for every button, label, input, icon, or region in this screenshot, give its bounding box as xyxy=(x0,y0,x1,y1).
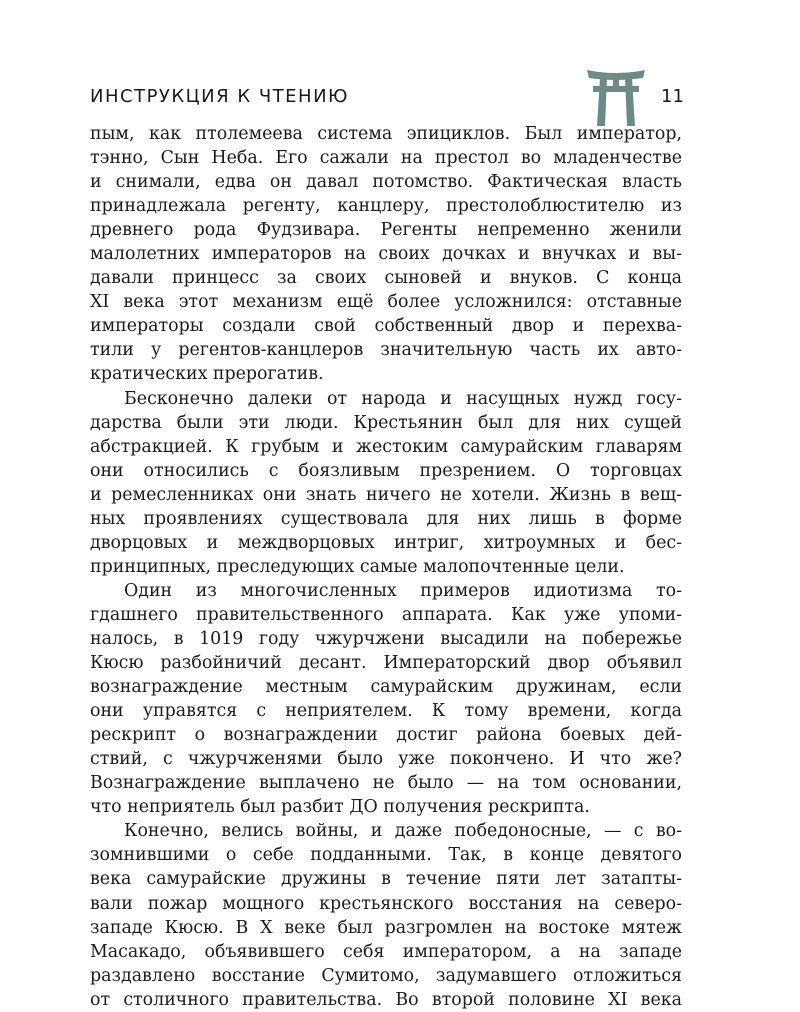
text-line: и снимали, едва он давал потомство. Фактическая власть xyxy=(90,172,682,193)
text-line: западе Кюсю. В X веке был разгромлен на востоке мятеж xyxy=(90,917,682,938)
text-line: рескрипт о вознаграждении достиг района боевых дей- xyxy=(90,725,682,746)
page-number: 11 xyxy=(661,86,684,107)
text-line: древнего рода Фудзивара. Регенты непременно женили xyxy=(90,220,682,241)
text-line: малолетних императоров на своих дочках и внучках и вы- xyxy=(90,244,682,265)
text-line: вали пожар мощного крестьянского восстания на северо- xyxy=(90,893,682,914)
text-line: от столичного правительства. Во второй половине XI века xyxy=(90,989,682,1010)
text-line: кратических прерогатив. xyxy=(90,364,324,385)
text-line: тэнно, Сын Неба. Его сажали на престол во младенчестве xyxy=(90,148,682,169)
text-line: дарства были эти люди. Крестьянин был для них сущей xyxy=(90,412,682,433)
text-line: давали принцесс за своих сыновей и внуков. С конца xyxy=(90,268,682,289)
text-line: императоры создали свой собственный двор и перехва- xyxy=(90,316,682,337)
text-line: XI века этот механизм ещё более усложнился: отставные xyxy=(90,292,682,313)
text-line: принадлежала регенту, канцлеру, престолоблюстителю из xyxy=(90,196,682,217)
text-line: они управятся с неприятелем. К тому времени, когда xyxy=(90,701,682,722)
text-line: абстракцией. К грубым и жестоким самурайским главарям xyxy=(90,436,682,457)
torii-right-pillar xyxy=(625,78,635,126)
text-line: Кюсю разбойничий десант. Императорский двор объявил xyxy=(90,653,682,674)
torii-gate-icon xyxy=(585,66,647,126)
text-line: Бесконечно далеки от народа и насущных нужд госу- xyxy=(124,388,682,409)
text-line: и ремесленниках они знать ничего не хотели. Жизнь в вещ- xyxy=(90,484,682,505)
text-line: Масакадо, объявившего себя императором, а на западе xyxy=(90,941,682,962)
text-line: ных проявлениях существовала для них лишь в форме xyxy=(90,508,682,529)
text-line: принципных, преследующих самые малопочтенные цели. xyxy=(90,556,625,577)
text-line: налось, в 1019 году чжурчжени высадили на побережье xyxy=(90,628,682,649)
text-line: зомнившими о себе подданными. Так, в конце девятого xyxy=(90,845,682,866)
running-title: ИНСТРУКЦИЯ К ЧТЕНИЮ xyxy=(90,86,349,107)
text-line: Конечно, велись войны, и даже победоносные, — с во- xyxy=(124,821,682,842)
text-line: дворцовых и междворцовых интриг, хитроумных и бес- xyxy=(90,532,682,553)
text-line: пым, как птолемеева система эпициклов. Был император, xyxy=(90,124,682,144)
text-line: тили у регентов-канцлеров значительную часть их авто- xyxy=(90,340,682,361)
torii-left-pillar xyxy=(597,78,607,126)
text-line: века самурайские дружины в течение пяти лет затапты- xyxy=(90,869,682,890)
torii-center-strut xyxy=(613,78,619,88)
text-line: вознаграждение местным самурайским дружинам, если xyxy=(90,677,682,698)
text-line: они относились с боязливым презрением. О торговцах xyxy=(90,460,682,481)
text-line: Вознаграждение выплачено не было — на том основании, xyxy=(90,773,682,794)
text-line: Один из многочисленных примеров идиотизма то- xyxy=(124,580,682,601)
text-line: гдашнего правительственного аппарата. Как уже упоми- xyxy=(90,604,682,625)
text-line: ствий, с чжурчженями было уже покончено. И что же? xyxy=(90,749,682,770)
body-text xyxy=(90,122,682,1012)
text-line: раздавлено восстание Сумитомо, задумавшего отложиться xyxy=(90,965,682,986)
text-line: что неприятель был разбит ДО получения рескрипта. xyxy=(90,797,590,818)
